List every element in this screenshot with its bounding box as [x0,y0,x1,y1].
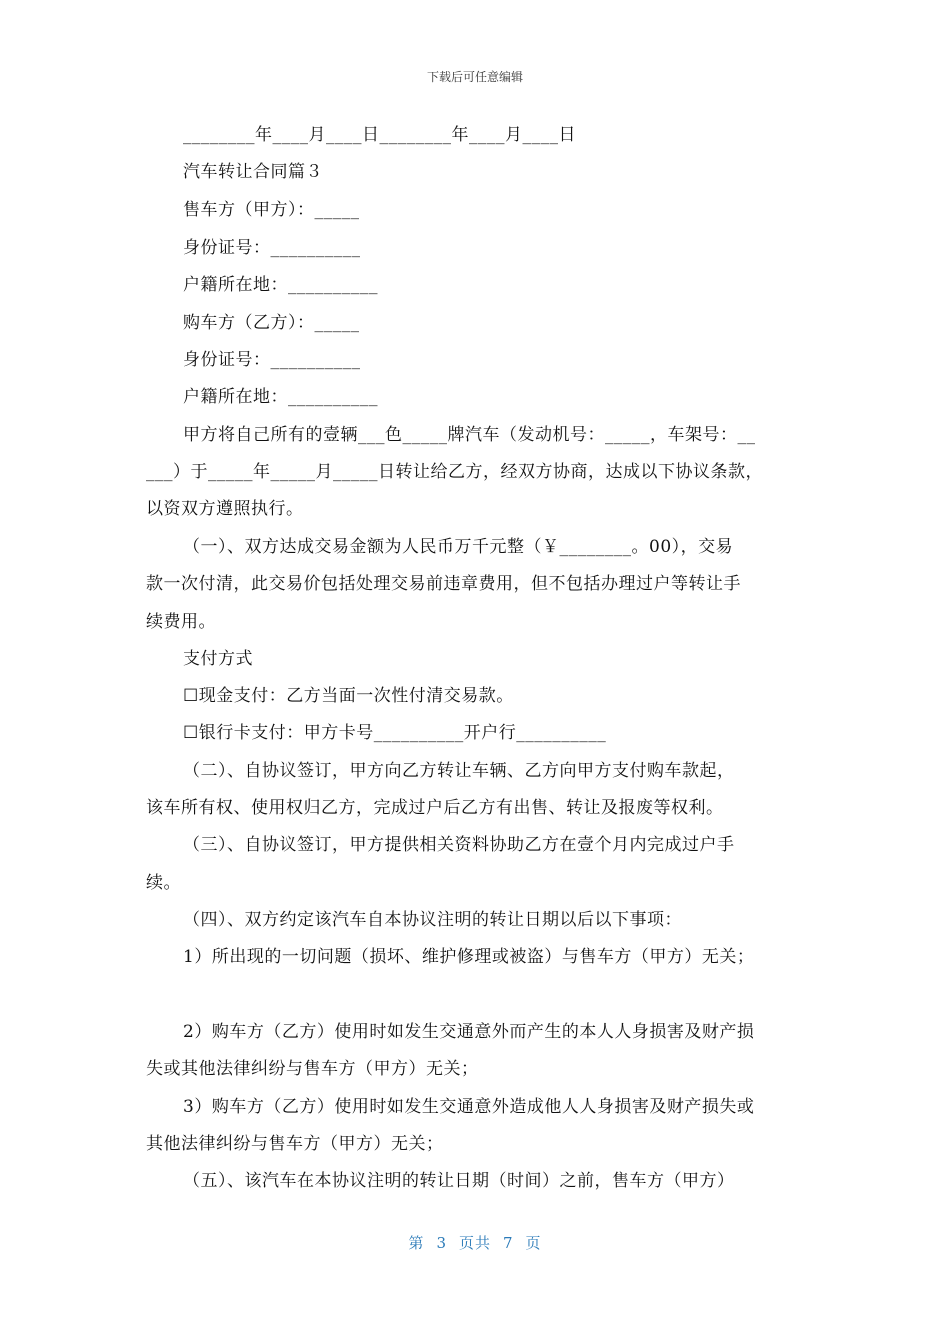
clause-four-item-3: 其他法律纠纷与售车方（甲方）无关； [146,1134,444,1154]
footer-label-page: 第 [408,1234,425,1252]
clause-four-item-2: 失或其他法律纠纷与售车方（甲方）无关； [146,1059,479,1079]
seller-id-line: 身份证号：__________ [183,238,361,258]
paragraph-line: 甲方将自己所有的壹辆___色_____牌汽车（发动机号：_____，车架号：__ [183,425,756,445]
clause-four-item-2: 2）购车方（乙方）使用时如发生交通意外而产生的本人人身损害及财产损 [183,1022,755,1042]
download-note: 下载后可任意编辑 [426,70,523,84]
cash-payment-option: ☐现金支付：乙方当面一次性付清交易款。 [183,686,514,706]
clause-four-item-3: 3）购车方（乙方）使用时如发生交通意外造成他人人身损害及财产损失或 [183,1097,755,1117]
paragraph-line: 以资双方遵照执行。 [146,499,304,519]
seller-line: 售车方（甲方）：_____ [183,200,360,220]
payment-method-heading: 支付方式 [183,649,253,669]
clause-four-line: （四）、双方约定该汽车自本协议注明的转让日期以后以下事项： [183,910,682,930]
paragraph-line: ___）于_____年_____月_____日转让给乙方，经双方协商，达成以下协议条款， [146,462,763,482]
clause-one-line: 续费用。 [146,612,216,632]
total-pages-number: 7 [503,1234,514,1252]
bank-card-payment-option: ☐银行卡支付：甲方卡号__________开户行__________ [183,723,607,743]
clause-one-line: 款一次付清，此交易价包括处理交易前违章费用，但不包括办理过户等转让手 [146,574,741,594]
clause-three-line: 续。 [146,873,181,893]
buyer-residence-line: 户籍所在地：__________ [183,387,378,407]
current-page-number: 3 [436,1234,447,1252]
date-line: ________年____月____日________年____月____日 [183,125,576,145]
page-footer [0,1232,950,1253]
buyer-id-line: 身份证号：__________ [183,350,361,370]
clause-five-line: （五）、该汽车在本协议注明的转让日期（时间）之前，售车方（甲方） [183,1171,735,1191]
clause-two-line: 该车所有权、使用权归乙方，完成过户后乙方有出售、转让及报废等权利。 [146,798,724,818]
clause-three-line: （三）、自协议签订，甲方提供相关资料协助乙方在壹个月内完成过户手 [183,835,735,855]
footer-label-of: 页共 [458,1234,491,1252]
clause-four-item-1: 1）所出现的一切问题（损坏、维护修理或被盗）与售车方（甲方）无关； [183,947,755,967]
buyer-line: 购车方（乙方）：_____ [183,313,360,333]
clause-two-line: （二）、自协议签订，甲方向乙方转让车辆、乙方向甲方支付购车款起， [183,761,735,781]
section-title: 汽车转让合同篇３ [183,162,323,182]
clause-one-line: （一）、双方达成交易金额为人民币万千元整（￥________。00），交易 [183,537,734,557]
footer-label-pages: 页 [525,1234,542,1252]
seller-residence-line: 户籍所在地：__________ [183,275,378,295]
